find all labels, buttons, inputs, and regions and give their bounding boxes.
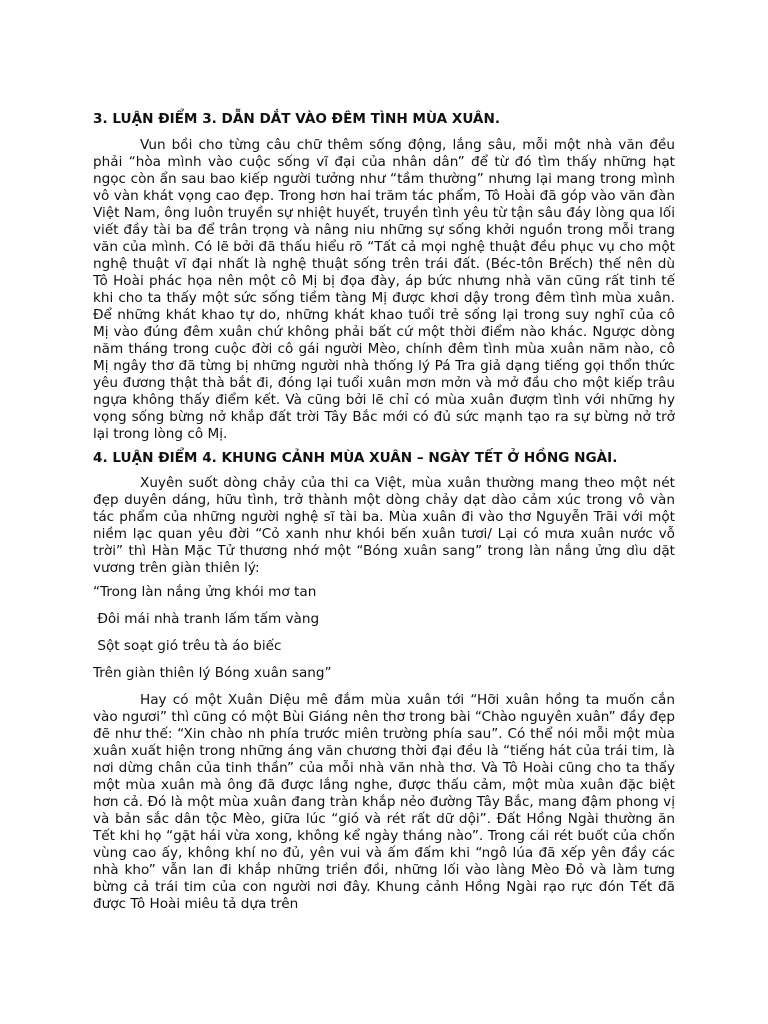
section-3-paragraph: Vun bồi cho từng câu chữ thêm sống động, lắng sâu, mỗi một nhà văn đều phải “hòa mình vào cuộc sống vĩ đại của nhân dân” để từ đó tìm thấy những hạt ngọc còn ẩn sau bao kiếp người tưởng như “tầm thường” nhưng lại mang trong mình vô vàn khát vọng cao đẹp. Trong hơn hai trăm tác phẩm, Tô Hoài đã góp vào văn đàn Việt Nam, ông luôn truyền sự nhiệt huyết, truyền tình yêu từ tận sâu đáy lòng qua lối viết đầy tài ba để trân trọng và nâng niu những sự sống khởi nguồn trong mỗi trang văn của mình. Có lẽ bởi đã thấu hiểu rõ “Tất cả mọi nghệ thuật đều phục vụ cho một nghệ thuật vĩ đại nhất là nghệ thuật sống trên trái đất. (Béc-tôn Brếch) thế nên dù Tô Hoài phác họa nên một cô Mị bị đọa đày, áp bức nhưng nhà văn cũng rất tinh tế khi cho ta thấy một sức sống tiềm tàng Mị được khơi dậy trong đêm tình mùa xuân. Để những khát khao tự do, những khát khao tuổi trẻ sống lại trong suy nghĩ của cô Mị vào đúng đêm xuân chứ không phải bất cứ một thời điểm nào khác. Ngược dòng năm tháng trong cuộc đời cô gái người Mèo, chính đêm tình mùa xuân năm nào, cô Mị ngây thơ đã từng bị những người nhà thống lý Pá Tra giả dạng tiếng gọi thổn thức yêu đương thật thà bắt đi, đóng lại tuổi xuân mơn mởn và mở đầu cho một kiếp trâu ngựa không thấy điểm kết. Và cũng bởi lẽ chỉ có mùa xuân đượm tình với những hy vọng sống bừng nở khắp đất trời Tây Bắc mới có đủ sức mạnh tạo ra sự bừng nở trở lại trong lòng cô Mị. <box>93 137 675 442</box>
document-page <box>93 111 675 920</box>
poem-line: Đôi mái nhà tranh lấm tấm vàng <box>93 611 320 627</box>
section-4-paragraph-1: Xuyên suốt dòng chảy của thi ca Việt, mùa xuân thường mang theo một nét đẹp duyên dáng, hữu tình, trở thành một dòng chảy dạt dào cảm xúc trong vô vàn tác phẩm của những người nghệ sĩ tài ba. Mùa xuân đi vào thơ Nguyễn Trãi với một niềm lạc quan yêu đời “Cỏ xanh như khói bến xuân tươi/ Lại có mưa xuân nước vỗ trời” thì Hàn Mặc Tử thương nhớ một “Bóng xuân sang” trong làn nắng ửng dìu dặt vương trên giàn thiên lý: <box>93 475 675 576</box>
poem-line: Sột soạt gió trêu tà áo biếc <box>93 638 282 654</box>
poem-line: “Trong làn nắng ửng khói mơ tan <box>93 584 317 600</box>
section-4-paragraph-2: Hay có một Xuân Diệu mê đắm mùa xuân tới “Hỡi xuân hồng ta muốn cắn vào ngươi” thì cũng có một Bùi Giáng nên thơ trong bài “Chào nguyên xuân” đầy đẹp đẽ như thế: “Xin chào nh phía trước miên trường phía sau”. Có thể nói mỗi một mùa xuân xuất hiện trong những áng văn chương thời đại đều là “tiếng hát của trái tim, là nơi dừng chân của tinh thần” của mỗi nhà văn nhà thơ. Và Tô Hoài cũng cho ta thấy một mùa xuân mà ông đã được lắng nghe, được thấu cảm, một mùa xuân đặc biệt hơn cả. Đó là một mùa xuân đang tràn khắp nẻo đường Tây Bắc, mang đậm phong vị và bản sắc dân tộc Mèo, giữa lúc “gió và rét rất dữ dội”. Đất Hồng Ngài thường ăn Tết khi họ “gặt hái vừa xong, không kể ngày tháng nào”. Trong cái rét buốt của chốn vùng cao ấy, không khí no đủ, yên vui và ấm đấm khi “ngô lúa đã xếp yên đầy các nhà kho” vẫn lan đi khắp những triền đồi, những lối vào làng Mèo Đỏ và làm tưng bừng cả trái tim của con người nơi đây. Khung cảnh Hồng Ngài rạo rực đón Tết đã được Tô Hoài miêu tả dựa trên <box>93 692 675 912</box>
poem-line: Trên giàn thiên lý Bóng xuân sang” <box>93 665 332 681</box>
poem-quote <box>93 584 675 682</box>
section-3-heading: 3. LUẬN ĐIỂM 3. DẪN DẮT VÀO ĐÊM TÌNH MÙA XUÂN. <box>93 111 500 127</box>
section-4-heading: 4. LUẬN ĐIỂM 4. KHUNG CẢNH MÙA XUÂN – NGÀY TẾT Ở HỒNG NGÀI. <box>93 450 618 466</box>
